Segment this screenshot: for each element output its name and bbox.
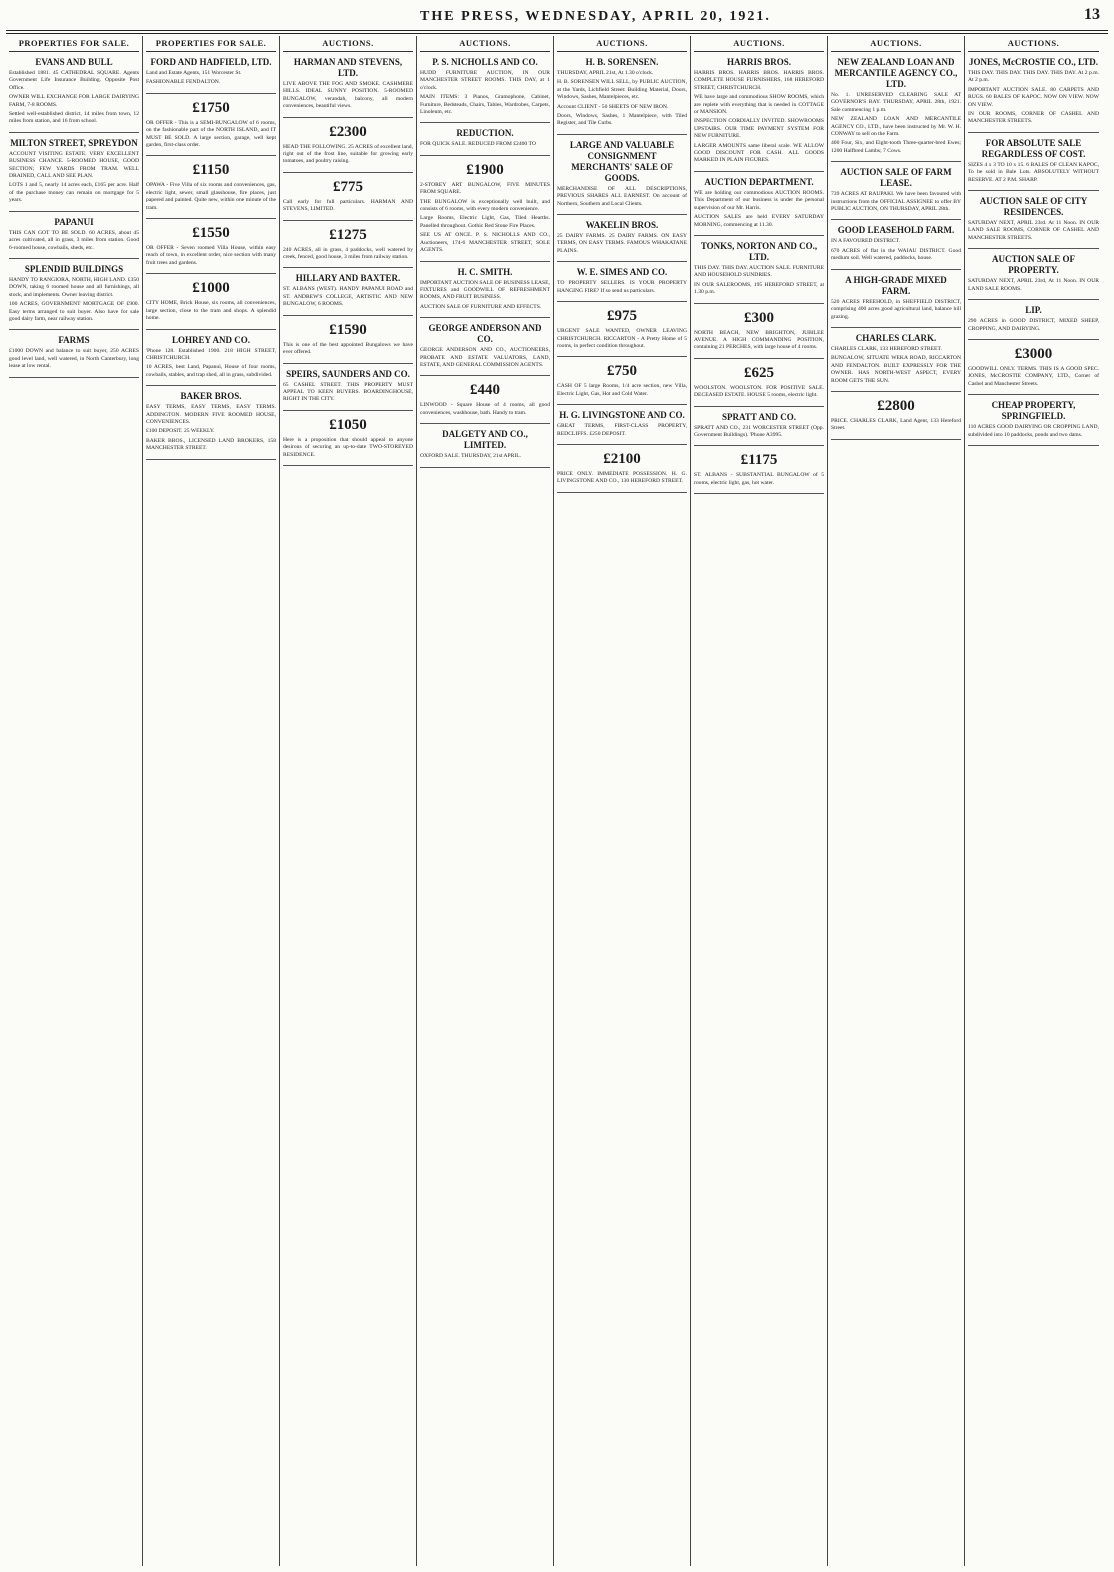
ad-body-text: Doors, Windows, Sashes, 1 Mantelpiece, with Tiled Register, and Tile Curbs.: [557, 113, 687, 127]
ad-heading: WAKELIN BROS.: [585, 220, 659, 231]
ad-price: £625: [744, 364, 774, 381]
ad-body-text: WE have large and commodious SHOW ROOMS, which are replete with everything that is needed in COTTAGE or MANSION.: [694, 94, 824, 116]
classified-ad: [694, 172, 824, 236]
ad-body-text: NEW ZEALAND LOAN AND MERCANTILE AGENCY CO., LTD., have been instructed by Mr. W. H. CONWAY to sell on the Farm.: [831, 116, 961, 138]
ad-body-text: OPAWA - Five Villa of six rooms and conveniences, gas, electric light, sewer, small glasshouse, fire places, just papered and painted. Quite new, within one minute of the tram.: [146, 182, 276, 211]
ad-heading: LARGE AND VALUABLE CONSIGNMENT MERCHANTS' SALE OF GOODS.: [569, 139, 675, 183]
classified-ad: [146, 156, 276, 219]
ad-body-text: SPRATT AND CO., 231 WORCESTER STREET (Opp. Government Buildings). 'Phone A3995.: [694, 424, 824, 438]
ad-heading: AUCTION DEPARTMENT.: [704, 176, 814, 187]
ad-body-text: 2-STOREY ART BUNGALOW, FIVE MINUTES FROM SQUARE.: [420, 181, 550, 196]
classified-ad: [557, 52, 687, 135]
ad-heading: FORD AND HADFIELD, LTD.: [150, 57, 272, 67]
classified-ad: [146, 330, 276, 387]
ad-body-text: OR OFFER - Seven roomed Villa House, within easy reach of town, in excellent order, nice section with many fruit trees and gardens.: [146, 245, 276, 266]
classified-ad: [694, 446, 824, 494]
ad-body-text: EASY TERMS, EASY TERMS, EASY TERMS. ADDINGTON. MODERN FIVE ROOMED HOUSE, CONVENIENCES.: [146, 404, 276, 425]
ad-body-text: Large Rooms, Electric Light, Gas, Tiled Hearths. Panelled throughout. Gothic Red Stone Fire Places.: [420, 215, 550, 229]
ad-heading: TONKS, NORTON AND CO., LTD.: [700, 240, 818, 262]
classified-ad: [146, 274, 276, 329]
classified-ad: [557, 262, 687, 302]
classified-ad: [831, 220, 961, 269]
ad-body-text: LARGER AMOUNTS same liberal scale. WE ALLOW GOOD DISCOUNT FOR CASH. ALL GOODS MARKED IN PLAIN FIGURES.: [694, 142, 824, 164]
classified-ad: [694, 52, 824, 172]
classified-ad: [146, 94, 276, 157]
page-number: 13: [1084, 6, 1100, 23]
classified-ad: [420, 318, 550, 376]
masthead-rule-double: [6, 33, 1108, 34]
ad-body-text: LIVE ABOVE THE FOG AND SMOKE. CASHMERE HILLS. IDEAL SUNNY POSITION. 5-ROOMED BUNGALOW, verandah, balcony, all modern conveniences, beautiful views.: [283, 81, 413, 110]
ad-heading: HARRIS BROS.: [726, 57, 791, 67]
ad-price: £1900: [466, 161, 504, 178]
ad-body-text: SEE US AT ONCE. P. S. NICHOLLS AND CO., Auctioneers, 174-6 MANCHESTER STREET, SOLE AGENTS.: [420, 232, 550, 254]
ad-body-text: 25 DAIRY FARMS. 25 DAIRY FARMS. ON EASY TERMS, ON EASY TERMS. FAMOUS WHAKATANE PLAINS.: [557, 233, 687, 254]
classified-ad: [557, 357, 687, 405]
ad-heading: CHEAP PROPERTY, SPRINGFIELD.: [991, 400, 1076, 422]
ad-body-text: 400 Four, Six, and Eight-tooth Three-quarter-bred Ewes; 1200 Halfbred Lambs; 7 Cows.: [831, 140, 961, 154]
ad-price: £1275: [329, 226, 367, 243]
newspaper-column: [554, 36, 691, 1566]
ad-body-text: AUCTION SALE OF FURNITURE AND EFFECTS.: [420, 303, 542, 310]
classified-ad: [420, 262, 550, 319]
ad-body-text: IMPORTANT AUCTION SALE. 80 CARPETS AND RUGS. 60 BALES OF KAPOC. NOW ON VIEW. NOW ON VIEW.: [968, 86, 1099, 108]
ad-body-text: £1000 DOWN and balance to suit buyer, 250 ACRES good level land, well watered, in North Canterbury, long lease at low rental.: [9, 348, 139, 370]
ad-body-text: BAKER BROS., LICENSED LAND BROKERS, 158 MANCHESTER STREET.: [146, 437, 276, 452]
classified-ad: [420, 376, 550, 424]
ad-price: £1050: [329, 416, 367, 433]
ad-heading: PAPANUI: [54, 216, 94, 227]
classified-ad: [831, 162, 961, 220]
ad-heading: GOOD LEASEHOLD FARM.: [837, 225, 955, 236]
ad-price: £3000: [1014, 345, 1053, 362]
ad-heading: AUCTION SALE OF FARM LEASE.: [840, 167, 952, 189]
ad-body-text: 739 ACRES AT RAUPAKI. We have been favoured with instructions from the OFFICIAL ASSIGNEE to offer BY PUBLIC AUCTION, ON THURSDAY, APRIL 28th.: [831, 191, 961, 213]
classified-ad: [420, 156, 550, 262]
ad-body-text: £100 DEPOSIT. 25 WEEKLY.: [146, 428, 215, 435]
ad-heading: W. E. SIMES AND CO.: [576, 267, 668, 278]
classified-ad: [968, 52, 1099, 133]
ad-price: £2800: [877, 397, 915, 414]
newspaper-column: [280, 36, 417, 1566]
ad-body-text: SATURDAY NEXT, APRIL 23rd, At 11 Noon. IN OUR LAND SALE ROOMS.: [968, 278, 1099, 292]
ad-body-text: Here is a proposition that should appeal to anyone desirous of securing an up-to-date TWO-STOREYED RESIDENCE.: [283, 436, 413, 458]
classified-ad: [557, 405, 687, 445]
classified-ad: [283, 411, 413, 466]
ad-heading: HILLARY AND BAXTER.: [295, 273, 401, 284]
ad-body-text: IN OUR SALEROOMS, 195 HEREFORD STREET, at 1.30 p.m.: [694, 281, 824, 296]
classified-ad: [283, 268, 413, 315]
classified-ad: [557, 302, 687, 357]
classified-ad: [146, 219, 276, 274]
classified-ad: [146, 386, 276, 459]
ad-body-text: PRICE ONLY. IMMEDIATE POSSESSION. H. G. LIVINGSTONE AND CO., 130 HEREFORD STREET.: [557, 470, 687, 485]
ad-body-text: THURSDAY, APRIL 21st, At 1.30 o'clock.: [557, 70, 654, 76]
ad-body-text: GREAT TERMS, FIRST-CLASS PROPERTY, REDCLIFFS. £250 DEPOSIT.: [557, 423, 687, 437]
ad-body-text: 110 ACRES GOOD DAIRYING OR CROPPING LAND, subdivided into 10 paddocks, ponds and two dams.: [968, 424, 1099, 438]
ad-price: £1590: [329, 321, 367, 338]
ad-body-text: 670 ACRES of flat in the WAIAU DISTRICT. Good medium soil. Well watered, paddocks, house.: [831, 247, 961, 262]
column-heading: PROPERTIES FOR SALE.: [146, 36, 276, 52]
column-heading: AUCTIONS.: [968, 36, 1099, 52]
ad-heading: GEORGE ANDERSON AND CO.: [428, 323, 542, 345]
classified-ad: [420, 424, 550, 467]
classified-ad: [283, 118, 413, 173]
classified-ad: [146, 52, 276, 94]
classified-ad: [968, 191, 1099, 249]
ad-body-text: 'Phone 128. Established 1900. 218 HIGH STREET, CHRISTCHURCH.: [146, 347, 276, 361]
ad-body-text: NORTH BEACH, NEW BRIGHTON, JUBILEE AVENUE. A HIGH COMMANDING POSITION, containing 21 PERCHES, with large house of 4 rooms.: [694, 329, 824, 351]
ad-price: £2100: [603, 450, 641, 467]
classified-ad: [283, 364, 413, 411]
ad-body-text: WOOLSTON. WOOLSTON. FOR POSITIVE SALE. DECEASED ESTATE. HOUSE 5 rooms, electric light.: [694, 384, 824, 399]
classified-ad: [968, 300, 1099, 340]
newspaper-dateline: THE PRESS, WEDNESDAY, APRIL 20, 1921.: [420, 9, 771, 24]
classified-ad: [9, 133, 139, 212]
classified-ad: [968, 249, 1099, 300]
newspaper-column: [417, 36, 554, 1566]
ad-price: £1550: [192, 225, 230, 242]
classified-ad: [557, 445, 687, 493]
ad-body-text: IN OUR ROOMS, CORNER OF CASHEL AND MANCHESTER STREETS.: [968, 111, 1099, 125]
newspaper-column: [691, 36, 828, 1566]
ad-heading: AUCTION SALE OF PROPERTY.: [991, 254, 1075, 276]
ad-heading: JONES, McCROSTIE CO., LTD.: [969, 57, 1098, 67]
ad-price: £775: [333, 178, 363, 195]
classified-ad: [694, 407, 824, 447]
ad-body-text: URGENT SALE WANTED, OWNER LEAVING CHRISTCHURCH. RICCARTON - A Pretty Home of 5 rooms, in perfect condition throughout.: [557, 328, 687, 349]
newspaper-column: [143, 36, 280, 1566]
ad-price: £750: [607, 363, 637, 380]
ad-heading: CHARLES CLARK.: [855, 332, 937, 343]
classified-ad: [283, 221, 413, 269]
ad-price: £2300: [329, 123, 367, 140]
ad-body-text: FASHIONABLE FENDALTON.: [146, 79, 221, 86]
ad-body-text: 520 ACRES FREEHOLD, in SHEFFIELD DISTRICT, comprising 400 acres good agricultural land, balance hill grazing.: [831, 298, 961, 320]
ad-heading: P. S. NICHOLLS AND CO.: [432, 57, 538, 67]
ad-body-text: LOTS 1 and 5, nearly 14 acres each, £165 per acre. Half of the purchase money can remain on mortgage for 5 years.: [9, 182, 139, 204]
ad-body-text: Call early for full particulars. HARMAN AND STEVENS, LIMITED.: [283, 198, 413, 213]
masthead-rule: [6, 30, 1108, 31]
ad-heading: DALGETY AND CO., LIMITED.: [442, 429, 528, 451]
classified-ad: [557, 135, 687, 215]
ad-body-text: SATURDAY NEXT, APRIL 23rd. At 11 Noon. IN OUR LAND SALE ROOMS, CORNER OF CASHEL AND MANCHESTER STREETS.: [968, 220, 1099, 241]
classified-ad: [694, 304, 824, 359]
ad-price: £1150: [192, 162, 230, 179]
classified-ad: [694, 236, 824, 304]
ad-heading: FOR ABSOLUTE SALE REGARDLESS OF COST.: [981, 137, 1086, 159]
column-heading: AUCTIONS.: [831, 36, 961, 52]
ad-body-text: CASH OF 5 large Rooms, 1/4 acre section, new Villa, Electric Light, Gas, Hot and Cold Water.: [557, 383, 687, 397]
ad-body-text: GOODWILL ONLY. TERMS. THIS IS A GOOD SPEC. JONES, McCROSTIE COMPANY, LTD., Corner of Cashel and Manchester Streets.: [968, 365, 1099, 387]
newspaper-column: [6, 36, 143, 1566]
ad-price: £1750: [192, 99, 230, 116]
ad-body-text: OR OFFER - This is a SEMI-BUNGALOW of 6 rooms, on the fashionable part of the NORTH ISLAND, and IT MUST BE SOLD. A large section, garage, well kept garden, first-class order.: [146, 119, 276, 149]
ad-body-text: 100 ACRES, GOVERNMENT MORTGAGE OF £900. Easy terms arranged to suit buyer. Also have for sale good dairy farm, near railway station.: [9, 301, 139, 322]
ad-heading: SPLENDID BUILDINGS: [24, 263, 124, 274]
ad-body-text: INSPECTION CORDIALLY INVITED. SHOWROOMS UPSTAIRS. OUR TIME PAYMENT SYSTEM FOR NEW FURNITURE.: [694, 118, 824, 140]
newspaper-column: [828, 36, 965, 1566]
ad-body-text: ST. ALBANS (WEST). HANDY PAPANUI ROAD and ST. ANDREW'S COLLEGE, ARTISTIC AND NEW BUNGALOW, 6 ROOMS.: [283, 286, 413, 308]
ad-body-text: AUCTION SALES are held EVERY SATURDAY MORNING, commencing at 11.30.: [694, 214, 824, 228]
ad-body-text: This is one of the best appointed Bungalows we have ever offered.: [283, 341, 413, 356]
ad-body-text: CHARLES CLARK, 133 HEREFORD STREET.: [831, 345, 942, 352]
ad-heading: HARMAN AND STEVENS, LTD.: [293, 57, 403, 78]
ad-body-text: HANDY TO RANGIORA, NORTH, HIGH LAND. £350 DOWN, taking 6 roomed house and all furnishings, all stock, and implements. Owner leaving district.: [9, 276, 139, 298]
ad-body-text: 65 CASHEL STREET. THIS PROPERTY MUST APPEAL TO KEEN BUYERS. BOARDINGHOUSE, RIGHT IN THE CITY.: [283, 381, 413, 403]
classified-ad: [9, 52, 139, 133]
classified-ad: [694, 359, 824, 407]
ad-body-text: ACCOUNT VISITING ESTATE. VERY EXCELLENT BUSINESS CHANCE. 5-ROOMED HOUSE, GOOD SECTION; FEW YARDS FROM TRAM. WELL DRAINED, CALL AND SEE PLAN.: [9, 150, 139, 180]
ad-body-text: CITY HOME, Brick House, six rooms, all conveniences, large section, close to the tram and shops. A splendid home.: [146, 300, 276, 322]
ad-heading: H. G. LIVINGSTONE AND CO.: [559, 410, 685, 421]
newspaper-column: [965, 36, 1102, 1566]
ad-price: £1175: [740, 452, 778, 469]
classified-ad: [283, 52, 413, 118]
ad-body-text: THIS DAY. THIS DAY. THIS DAY. THIS DAY. At 2 p.m. At 2 p.m.: [968, 70, 1099, 84]
ad-body-text: Settled well-established district, 14 miles from town, 12 miles from station, and 16 from school.: [9, 111, 139, 125]
ad-body-text: MERCHANDISE OF ALL DESCRIPTIONS, PREVIOUS SHARES ALL EARNEST. On account of Northern, Southern and Local Clients.: [557, 185, 687, 207]
ad-body-text: 10 ACRES, best Land, Papanui, House of four rooms, cowbails, stables, and trap shed, all in grass, subdivided.: [146, 364, 276, 378]
column-heading: AUCTIONS.: [283, 36, 413, 52]
ad-body-text: Account CLIENT - 50 SHEETS OF NEW IRON.: [557, 103, 669, 110]
ad-heading: SPRATT AND CO.: [722, 411, 796, 422]
ad-heading: A HIGH-GRADE MIXED FARM.: [845, 274, 947, 296]
ad-body-text: FOR QUICK SALE. REDUCED FROM £2400 TO: [420, 141, 536, 148]
ad-price: £300: [744, 309, 774, 326]
classified-ad: [283, 316, 413, 364]
classified-ad: [831, 328, 961, 392]
classified-ad: [831, 270, 961, 328]
classified-ad: [9, 330, 139, 377]
classified-ad: [968, 133, 1099, 191]
ad-heading: REDUCTION.: [456, 128, 514, 139]
ad-body-text: OWNER WILL EXCHANGE FOR LARGE DAIRYING FARM, 7-8 ROOMS.: [9, 94, 139, 108]
ad-body-text: Land and Estate Agents, 151 Worcester St.: [146, 70, 242, 76]
ad-body-text: HARRIS BROS. HARRIS BROS. HARRIS BROS. COMPLETE HOUSE FURNISHERS, 168 HEREFORD STREET, CHRISTCHURCH.: [694, 70, 824, 91]
ad-heading: H. C. SMITH.: [457, 266, 513, 277]
ad-body-text: LINWOOD - Square House of 4 rooms, all good conveniences, washhouse, bath. Handy to tram.: [420, 402, 550, 416]
column-heading: AUCTIONS.: [557, 36, 687, 52]
ad-heading: EVANS AND BULL: [35, 57, 113, 67]
ad-body-text: No. 1. UNRESERVED CLEARING SALE AT GOVERNOR'S BAY. THURSDAY, APRIL 28th, 1921. Sale commencing 1 p.m.: [831, 92, 961, 113]
ad-price: £440: [470, 382, 500, 399]
column-heading: PROPERTIES FOR SALE.: [9, 36, 139, 52]
classified-ad: [968, 340, 1099, 395]
newspaper-columns: [6, 36, 1108, 1566]
classified-ad: [557, 215, 687, 262]
ad-heading: H. B. SORENSEN.: [585, 57, 659, 67]
ad-body-text: OXFORD SALE. THURSDAY, 21st APRIL.: [420, 453, 522, 460]
ad-heading: BAKER BROS.: [180, 391, 242, 402]
classified-ad: [831, 52, 961, 162]
ad-heading: NEW ZEALAND LOAN AND MERCANTILE AGENCY CO., LTD.: [834, 57, 958, 89]
ad-heading: AUCTION SALE OF CITY RESIDENCES.: [979, 196, 1088, 218]
column-heading: AUCTIONS.: [420, 36, 550, 52]
ad-body-text: GEORGE ANDERSON AND CO., AUCTIONEERS, PROBATE AND ESTATE VALUATORS, LAND, ESTATE, AND GENERAL COMMISSION AGENTS.: [420, 347, 550, 368]
ad-heading: LIP.: [1025, 305, 1042, 316]
ad-body-text: THE BUNGALOW is exceptionally well built, and consists of 6 rooms, with every modern convenience.: [420, 198, 550, 213]
ad-body-text: 290 ACRES in GOOD DISTRICT, MIXED SHEEP, CROPPING, AND DAIRYING.: [968, 318, 1099, 332]
ad-body-text: THIS DAY. THIS DAY. AUCTION SALE. FURNITURE AND HOUSEHOLD SUNDRIES.: [694, 264, 824, 279]
ad-price: £1000: [192, 280, 230, 297]
ad-body-text: HUDD FURNITURE AUCTION, IN OUR MANCHESTER STREET ROOMS. THIS DAY, at 1 o'clock.: [420, 70, 550, 91]
ad-heading: FARMS: [58, 335, 90, 346]
classified-ad: [9, 212, 139, 259]
ad-body-text: Established 1881. 45 CATHEDRAL SQUARE. Agents Government Life Insurance Building. Opposite Post Office.: [9, 70, 139, 91]
ad-body-text: MAIN ITEMS: 3 Pianos, Gramophone, Cabinet, Furniture, Bedsteads, Chairs, Tables, Wardrobes, Carpets, Linoleum, etc.: [420, 94, 550, 116]
ad-body-text: HEAD THE FOLLOWING. 25 ACRES of excellent land, right out of the frost line, suitable for growing early tomatoes, and poultry raising.: [283, 143, 413, 165]
ad-body-text: SIZES 4 x 3 TO 10 x 15. 6 BALES OF CLEAN KAPOC, To be sold in Bale Lots. ABSOLUTELY WITHOUT RESERVE. AT 2 P.M. SHARP.: [968, 161, 1099, 183]
column-heading: AUCTIONS.: [694, 36, 824, 52]
ad-body-text: ST. ALBANS - SUBSTANTIAL BUNGALOW of 5 rooms, electric light, gas, hot water.: [694, 472, 824, 486]
ad-body-text: H. B. SORENSEN WILL SELL, by PUBLIC AUCTION, at the Yards, Lichfield Street: Building Material, Doors, Windows, Sashes, Mantelpieces, etc.: [557, 79, 687, 101]
classified-ad: [9, 259, 139, 330]
ad-body-text: BUNGALOW, SITUATE WEKA ROAD, RICCARTON AND FENDALTON. BUILT EXPRESSLY FOR THE OWNER. HAS NORTH-WEST ASPECT, EVERY ROOM GETS THE SUN.: [831, 355, 961, 384]
ad-body-text: 240 ACRES, all in grass, 4 paddocks, well watered by creek, fenced, good house, 3 miles from railway station.: [283, 246, 413, 261]
classified-ad: [420, 123, 550, 155]
masthead: [0, 0, 1114, 30]
ad-heading: SPEIRS, SAUNDERS AND CO.: [286, 368, 410, 379]
ad-heading: MILTON STREET, SPREYDON: [10, 137, 138, 148]
ad-body-text: IMPORTANT AUCTION SALE OF BUSINESS LEASE, FIXTURES and GOODWILL OF REFRESHMENT ROOMS, AND FRUIT BUSINESS.: [420, 279, 550, 301]
ad-body-text: PRICE. CHARLES CLARK, Land Agent, 133 Hereford Street.: [831, 417, 961, 432]
ad-body-text: TO PROPERTY SELLERS. IS YOUR PROPERTY HANGING FIRE? If so send us particulars.: [557, 280, 687, 294]
ad-body-text: THIS CAN GOT TO BE SOLD. 60 ACRES, about 45 acres cultivated, all in grass, 3 miles from station. Good 6-roomed house, cowbails, sheds, etc.: [9, 229, 139, 251]
ad-price: £975: [607, 308, 637, 325]
ad-body-text: IN A FAVOURED DISTRICT.: [831, 238, 900, 245]
classified-ad: [283, 173, 413, 221]
ad-heading: LOHREY AND CO.: [172, 334, 250, 345]
ad-body-text: WE are holding our commodious AUCTION ROOMS. This Department of our business is under the personal supervision of our Mr. Harris.: [694, 189, 824, 211]
classified-ad: [968, 395, 1099, 446]
classified-ad: [420, 52, 550, 123]
classified-ad: [831, 392, 961, 440]
